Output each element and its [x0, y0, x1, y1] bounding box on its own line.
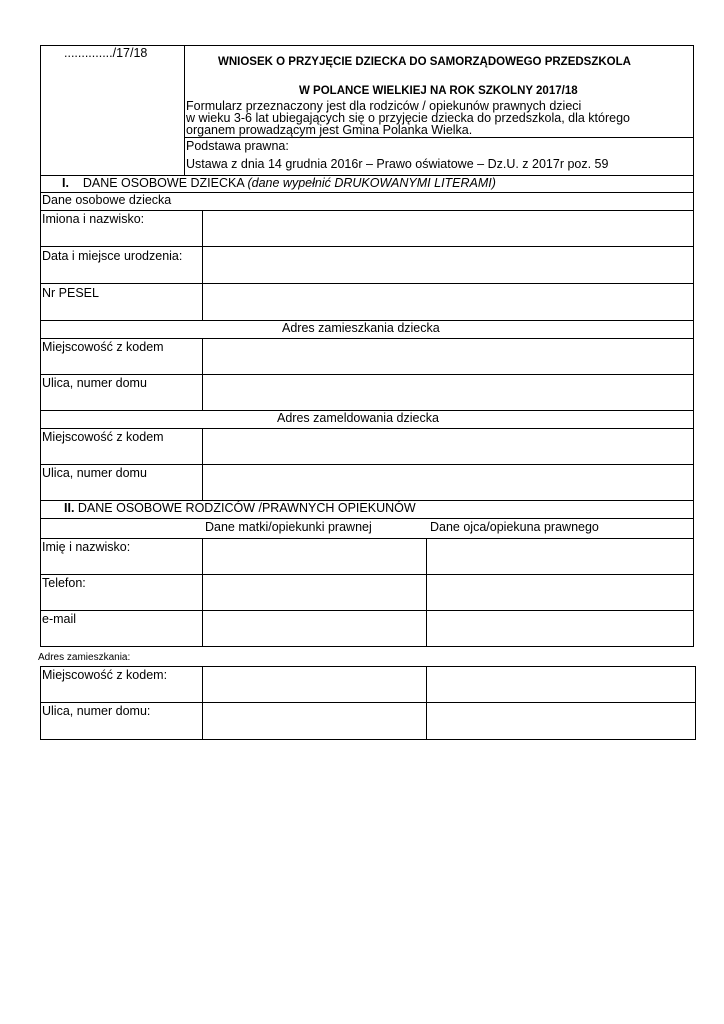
section2-title: DANE OSOBOWE RODZICÓW /PRAWNYCH OPIEKUNÓW — [77, 501, 416, 515]
form-description-line2: w wieku 3-6 lat ubiegających się o przyjęcie dziecka do przedszkola, dla którego — [186, 111, 630, 125]
row-line — [40, 610, 202, 611]
section1-heading — [62, 177, 496, 191]
father-phone-field[interactable] — [426, 574, 694, 611]
mother-email-field[interactable] — [202, 610, 427, 647]
form-description-line1: Formularz przeznaczony jest dla rodziców / opiekunów prawnych dzieci — [186, 99, 582, 113]
residence-street-field[interactable] — [202, 374, 694, 411]
row-line — [40, 464, 202, 465]
father-name-field[interactable] — [426, 538, 694, 575]
registration-street-field[interactable] — [202, 464, 694, 501]
row-line — [40, 283, 202, 284]
legal-basis-label: Podstawa prawna: — [186, 139, 289, 153]
residence-title: Adres zamieszkania dziecka — [282, 321, 440, 335]
header-divider — [184, 45, 185, 175]
father-column-header: Dane ojca/opiekuna prawnego — [430, 520, 599, 534]
father-address-city-field[interactable] — [427, 667, 695, 702]
section2-number: II. — [64, 501, 75, 515]
row-line — [40, 518, 694, 519]
residence-city-field[interactable] — [202, 338, 694, 375]
mother-phone-field[interactable] — [202, 574, 427, 611]
child-names-field[interactable] — [202, 210, 694, 247]
parent-email-label: e-mail — [42, 612, 77, 626]
father-address-street-field[interactable] — [427, 703, 695, 739]
registration-city-field[interactable] — [202, 428, 694, 465]
parent-name-label: Imię i nazwisko: — [42, 540, 131, 554]
header-separator — [184, 137, 694, 138]
form-title-line2: W POLANCE WIELKIEJ NA ROK SZKOLNY 2017/18 — [299, 85, 578, 97]
section1-note: (dane wypełnić DRUKOWANYMI LITERAMI) — [247, 176, 496, 190]
registration-city-label: Miejscowość z kodem — [42, 430, 164, 444]
residence-street-label: Ulica, numer domu — [42, 376, 147, 390]
parent-phone-label: Telefon: — [42, 576, 86, 590]
child-pesel-field[interactable] — [202, 283, 694, 321]
legal-basis-text: Ustawa z dnia 14 grudnia 2016r – Prawo oświatowe – Dz.U. z 2017r poz. 59 — [186, 157, 609, 171]
application-number: ............../17/18 — [64, 46, 148, 60]
section2-heading — [64, 502, 416, 516]
child-names-label: Imiona i nazwisko: — [42, 212, 145, 226]
child-pesel-label: Nr PESEL — [42, 286, 99, 300]
registration-street-label: Ulica, numer domu — [42, 466, 147, 480]
residence-city-label: Miejscowość z kodem — [42, 340, 164, 354]
row-line — [40, 246, 202, 247]
father-email-field[interactable] — [426, 610, 694, 647]
address-label: Adres zamieszkania: — [38, 652, 131, 663]
address-city-label: Miejscowość z kodem: — [42, 668, 168, 682]
address-street-label: Ulica, numer domu: — [42, 704, 151, 718]
child-birth-field[interactable] — [202, 246, 694, 284]
form-description-line3: organem prowadzącym jest Gmina Polanka Wielka. — [186, 123, 473, 137]
mother-column-header: Dane matki/opiekunki prawnej — [205, 520, 372, 534]
row-line — [40, 574, 202, 575]
child-data-subheader: Dane osobowe dziecka — [42, 193, 172, 207]
row-line — [40, 374, 202, 375]
registration-title: Adres zameldowania dziecka — [277, 411, 439, 425]
section1-number: I. — [62, 176, 69, 190]
mother-address-city-field[interactable] — [203, 667, 426, 702]
section1-title: DANE OSOBOWE DZIECKA — [82, 176, 244, 190]
child-birth-label: Data i miejsce urodzenia: — [42, 249, 183, 263]
mother-address-street-field[interactable] — [203, 703, 426, 739]
form-title: WNIOSEK O PRZYJĘCIE DZIECKA DO SAMORZĄDOWEGO PRZEDSZKOLA — [218, 56, 631, 68]
mother-name-field[interactable] — [202, 538, 427, 575]
